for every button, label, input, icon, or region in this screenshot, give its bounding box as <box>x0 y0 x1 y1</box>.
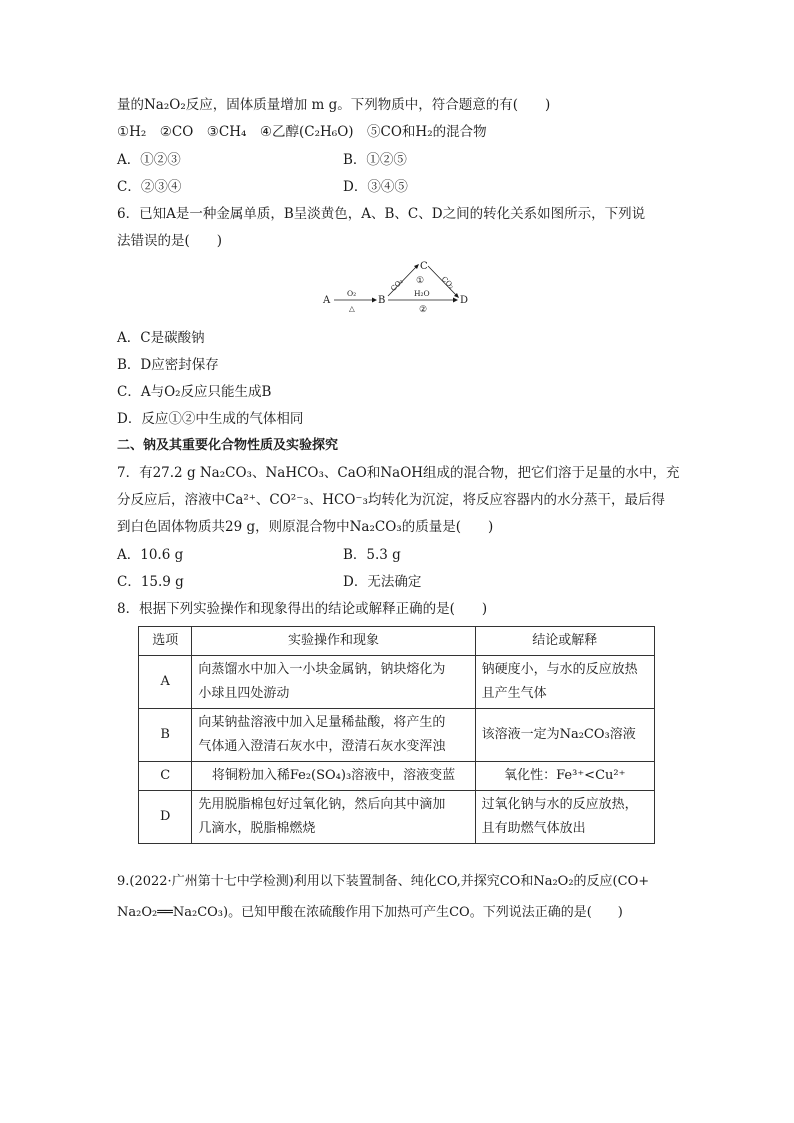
label-co2-right: CO₂ <box>439 275 456 291</box>
q6-option-c: C．A与O₂反应只能生成B <box>117 384 272 400</box>
row-option: A <box>139 656 192 709</box>
arrowhead-b-d <box>453 298 458 303</box>
node-b: B <box>378 295 386 306</box>
q8-stem: 8．根据下列实验操作和现象得出的结论或解释正确的是( ) <box>117 601 488 617</box>
q6-option-a: A．C是碳酸钠 <box>117 330 205 346</box>
conclusion-line: 钠硬度小，与水的反应放热 <box>481 662 638 677</box>
q6-option-b: B．D应密封保存 <box>117 357 219 373</box>
row-operation <box>192 709 475 762</box>
row-option: C <box>139 762 192 791</box>
q6-stem-line1: 6．已知A是一种金属单质，B呈淡黄色，A、B、C、D之间的转化关系如图所示，下列说 <box>117 206 646 222</box>
q7-stem-line1: 7．有27.2 g Na₂CO₃、NaHCO₃、CaO和NaOH组成的混合物，把它们溶于足量的水中，充 <box>117 465 680 481</box>
q5-option-c: C．②③④ <box>117 179 182 195</box>
operation-line: 先用脱脂棉包好过氧化钠，然后向其中滴加 <box>198 797 446 812</box>
operation-line: 气体通入澄清石灰水中，澄清石灰水变浑浊 <box>198 739 446 754</box>
conclusion-line: 且有助燃气体放出 <box>481 821 586 836</box>
header-conclusion: 结论或解释 <box>475 627 654 656</box>
node-c: C <box>420 261 428 272</box>
q7-stem-line2: 分反应后，溶液中Ca²⁺、CO²⁻₃、HCO⁻₃均转化为沉淀，将反应容器内的水分蒸干，最后得 <box>117 492 665 508</box>
arrowhead-a-b <box>372 298 377 303</box>
q7-option-a: A．10.6 g <box>117 547 184 563</box>
node-d: D <box>460 295 469 306</box>
operation-line: 向某钠盐溶液中加入足量稀盐酸，将产生的 <box>198 715 446 730</box>
row-operation <box>192 656 475 709</box>
row-option: D <box>139 791 192 844</box>
row-conclusion <box>475 791 654 844</box>
row-operation <box>192 791 475 844</box>
conclusion-line: 过氧化钠与水的反应放热， <box>481 797 638 812</box>
table-row <box>139 762 655 791</box>
label-circle2: ② <box>419 305 428 315</box>
q6-stem-line2: 法错误的是( ) <box>117 233 223 249</box>
label-delta: △ <box>349 304 355 313</box>
q5-option-d: D．③④⑤ <box>343 179 408 195</box>
operation-line: 向蒸馏水中加入一小块金属钠，钠块熔化为 <box>198 662 446 677</box>
conversion-diagram <box>320 258 470 318</box>
q7-option-c: C．15.9 g <box>117 574 184 590</box>
q7-option-b: B．5.3 g <box>343 547 401 563</box>
q5-option-b: B．①②⑤ <box>343 152 407 168</box>
operation-line: 小球且四处游动 <box>198 686 290 701</box>
header-option: 选项 <box>139 627 192 656</box>
row-conclusion <box>475 709 654 762</box>
q7-option-d: D．无法确定 <box>343 574 422 590</box>
q9-stem-line2: Na₂O₂══Na₂CO₃)。已知甲酸在浓硫酸作用下加热可产生CO。下列说法正确的是( ) <box>117 905 623 920</box>
q7-stem-line3: 到白色固体物质共29 g，则原混合物中Na₂CO₃的质量是( ) <box>117 519 494 535</box>
table-row <box>139 656 655 709</box>
label-circle1: ① <box>416 276 425 286</box>
section-heading: 二、钠及其重要化合物性质及实验探究 <box>117 438 339 453</box>
row-option: B <box>139 709 192 762</box>
label-o2: O₂ <box>347 289 357 298</box>
table-row <box>139 709 655 762</box>
q5-substances: ①H₂ ②CO ③CH₄ ④乙醇(C₂H₆O) ⑤CO和H₂的混合物 <box>117 124 487 140</box>
table-row <box>139 791 655 844</box>
label-co2-left: CO₂ <box>389 277 405 293</box>
conclusion-line: 氧化性：Fe³⁺<Cu²⁺ <box>504 768 626 783</box>
operation-line: 将铜粉加入稀Fe₂(SO₄)₃溶液中，溶液变蓝 <box>211 768 456 783</box>
node-a: A <box>323 295 331 306</box>
row-operation <box>192 762 475 791</box>
header-operation: 实验操作和现象 <box>192 627 475 656</box>
q5-stem-tail: 量的Na₂O₂反应，固体质量增加 m g。下列物质中，符合题意的有( ) <box>117 97 551 113</box>
row-conclusion <box>475 762 654 791</box>
conclusion-line: 且产生气体 <box>481 686 547 701</box>
q9-stem-line1: 9.(2022·广州第十七中学检测)利用以下装置制备、纯化CO,并探究CO和Na₂O₂的反应(CO+ <box>117 874 650 889</box>
operation-line: 几滴水，脱脂棉燃烧 <box>198 821 316 836</box>
experiment-table <box>138 626 655 844</box>
table-header-row <box>139 627 655 656</box>
q6-option-d: D．反应①②中生成的气体相同 <box>117 411 304 427</box>
q5-option-a: A．①②③ <box>117 152 181 168</box>
row-conclusion <box>475 656 654 709</box>
conclusion-line: 该溶液一定为Na₂CO₃溶液 <box>481 727 636 742</box>
label-h2o: H₂O <box>414 289 430 298</box>
